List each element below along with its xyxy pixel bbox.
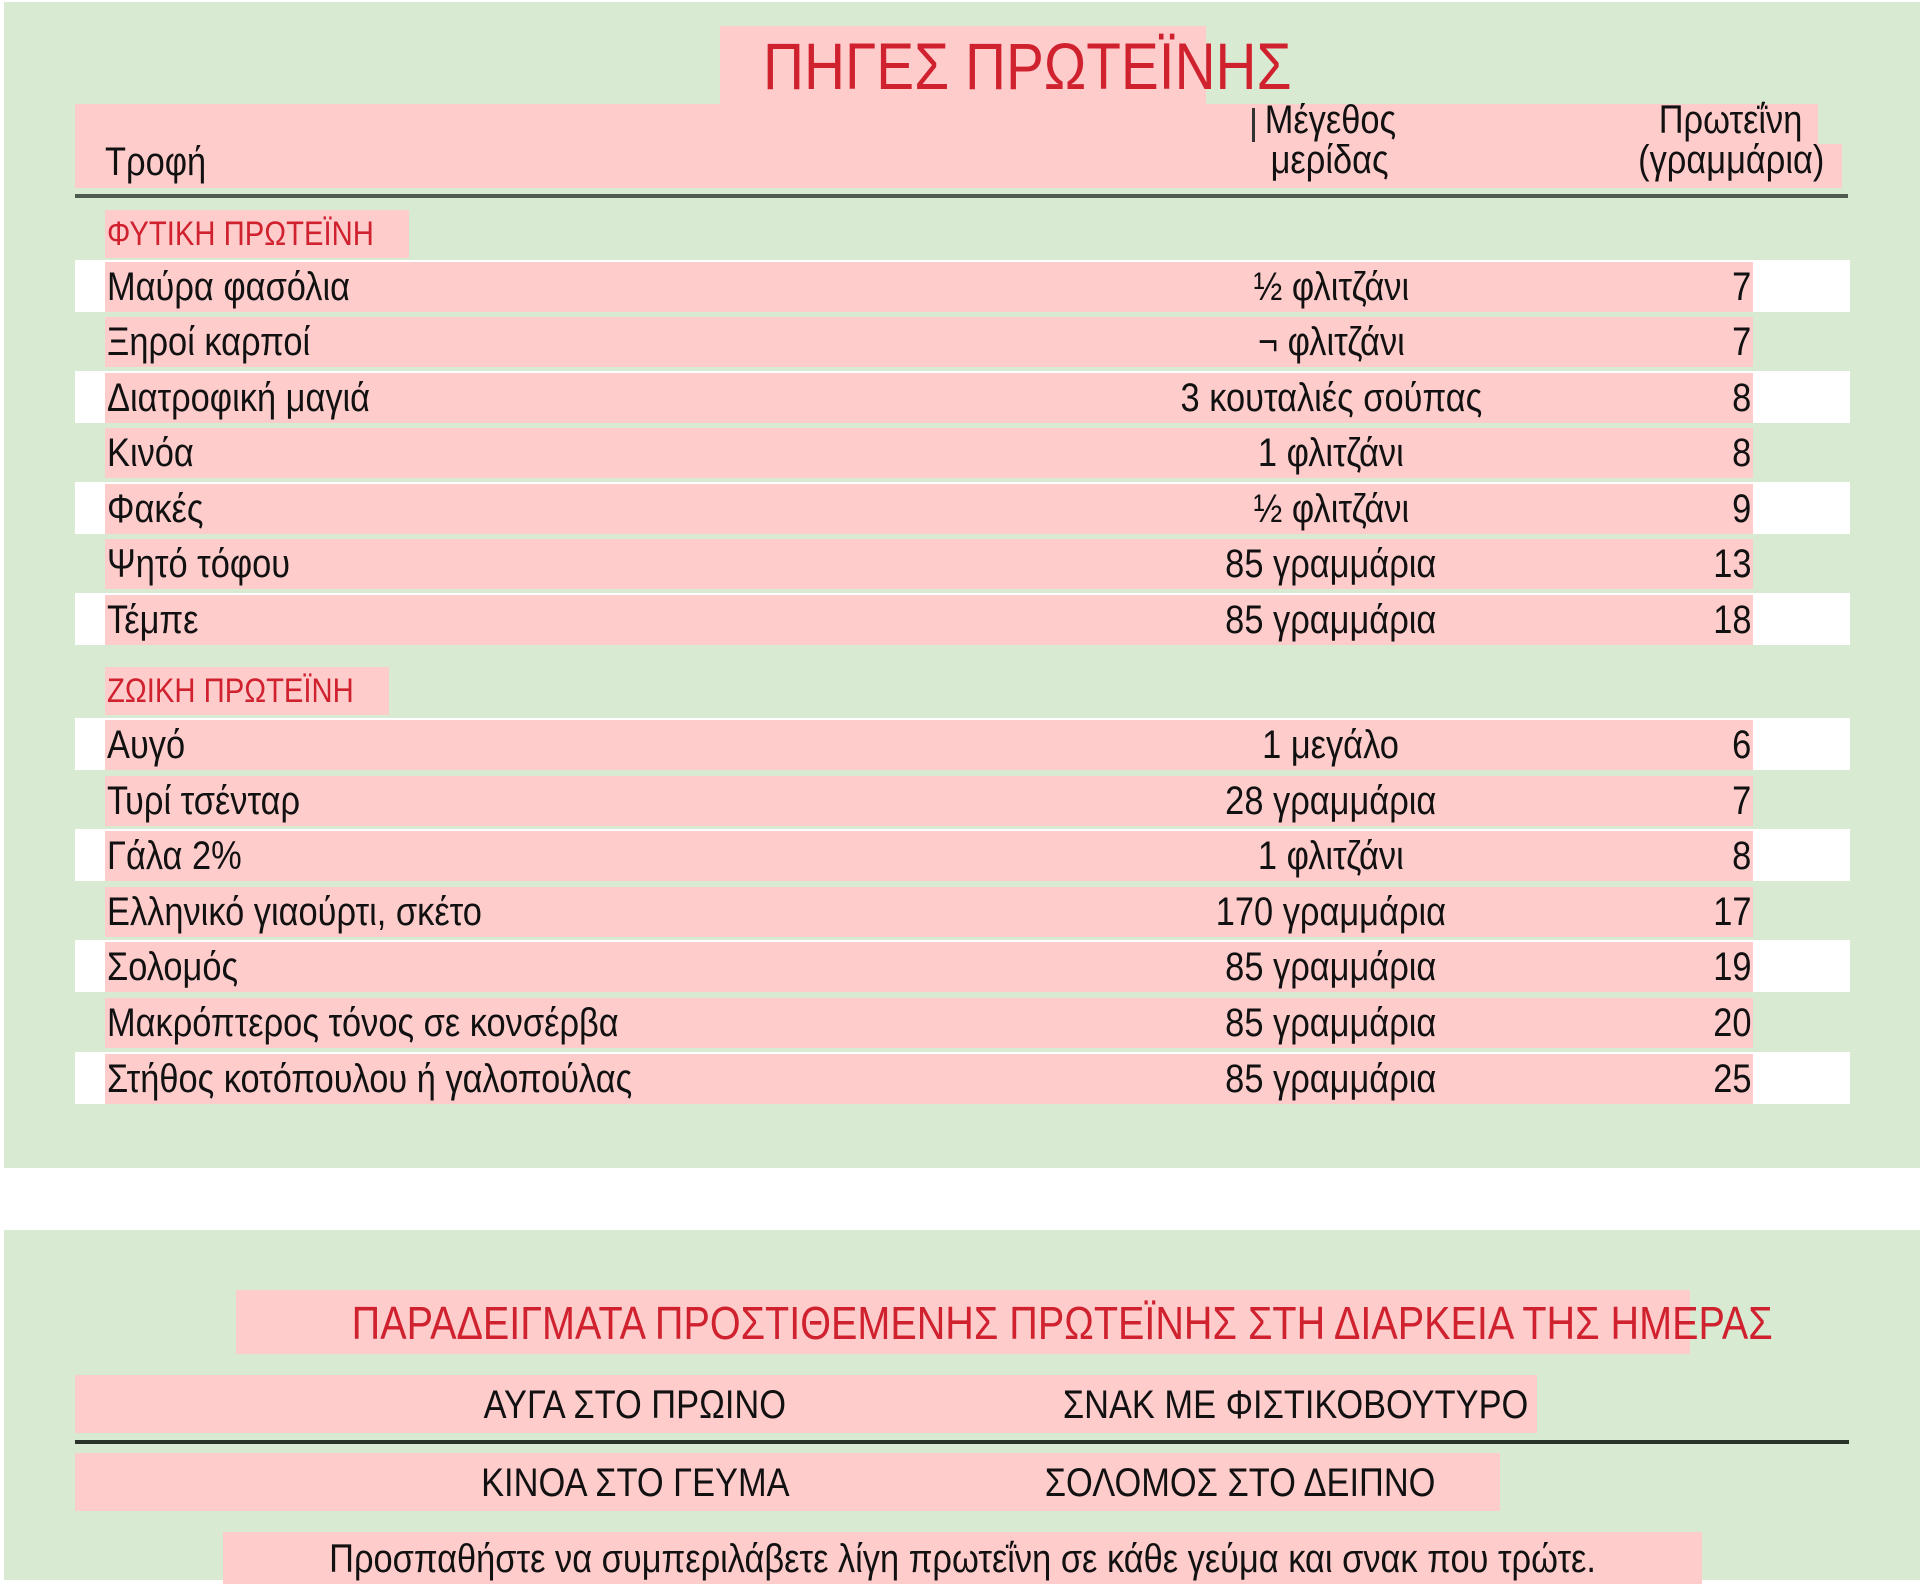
cell-protein: 6 [1731,723,1751,767]
column-header-protein [1620,100,1842,180]
section-label-text: ΦΥΤΙΚΗ ΠΡΩΤΕΪΝΗ [107,215,374,253]
table-row [75,774,1850,826]
cell-protein: 8 [1731,834,1751,878]
example-row [75,1453,1500,1511]
cell-food: Τυρί τσένταρ [107,779,301,823]
table-row [75,371,1850,423]
cell-serving-size: 85 γραμμάρια [1225,598,1437,642]
table-row [75,718,1850,770]
table-row [75,537,1850,589]
column-header-serving-size-line2: μερίδας [1271,138,1389,182]
cell-food: Τέμπε [107,598,199,642]
examples-divider [75,1440,1849,1444]
cell-food: Κινόα [107,431,194,475]
table-row [75,426,1850,478]
cell-protein: 19 [1712,945,1751,989]
column-header-protein-line2: (γραμμάρια) [1637,138,1825,182]
cell-serving-size: 85 γραμμάρια [1225,945,1437,989]
column-header-serving-size-line1: Μέγεθος [1264,98,1396,142]
page-title-text: ΠΗΓΕΣ ΠΡΩΤΕΪΝΗΣ [763,29,1292,103]
table-row [75,482,1850,534]
table-row [75,996,1850,1048]
section-label-plant-protein [105,210,409,258]
cell-serving-size: ¬ φλιτζάνι [1257,320,1405,364]
cell-food: Σολομός [107,945,239,989]
section-label-animal-protein [105,667,389,715]
page-title-block [720,26,1292,104]
cell-serving-size: ½ φλιτζάνι [1253,487,1409,531]
examples-heading [236,1290,1773,1354]
cell-food: Αυγό [107,723,186,767]
cell-food: Ξηροί καρποί [107,320,311,364]
table-header [75,104,1818,188]
examples-heading-text: ΠΑΡΑΔΕΙΓΜΑΤΑ ΠΡΟΣΤΙΘΕΜΕΝΗΣ ΠΡΩΤΕΪΝΗΣ ΣΤΗ ΔΙΑΡΚΕΙΑ ΤΗΣ ΗΜΕΡΑΣ [351,1297,1773,1349]
example-snack: ΣΝΑΚ ΜΕ ΦΙΣΤΙΚΟΒΟΥΤΥΡΟ [1062,1383,1529,1427]
cell-food: Φακές [107,487,204,531]
cell-food: Γάλα 2% [107,834,242,878]
cell-serving-size: 3 κουταλιές σούπας [1180,376,1482,420]
cell-food: Ελληνικό γιαούρτι, σκέτο [107,890,482,934]
cell-protein: 18 [1712,598,1751,642]
table-row [75,829,1850,881]
cell-food: Ψητό τόφου [107,542,291,586]
cell-protein: 9 [1731,487,1751,531]
table-row [75,593,1850,645]
cell-serving-size: 85 γραμμάρια [1225,1057,1437,1101]
cell-serving-size: 1 μεγάλο [1262,723,1400,767]
cell-serving-size: 1 φλιτζάνι [1258,431,1404,475]
cell-serving-size: 170 γραμμάρια [1215,890,1447,934]
example-lunch: ΚΙΝΟΑ ΣΤΟ ΓΕΥΜΑ [480,1461,790,1505]
column-header-food [105,138,223,186]
table-row [75,315,1850,367]
cell-protein: 8 [1731,376,1751,420]
example-breakfast: ΑΥΓΑ ΣΤΟ ΠΡΩΙΝΟ [483,1383,787,1427]
table-row [75,885,1850,937]
cell-food: Στήθος κοτόπουλου ή γαλοπούλας [107,1057,633,1101]
cell-protein: 8 [1731,431,1751,475]
cell-food: Μαύρα φασόλια [107,265,351,309]
section-label-text: ΖΩΙΚΗ ΠΡΩΤΕΪΝΗ [107,672,354,710]
example-dinner: ΣΟΛΟΜΟΣ ΣΤΟ ΔΕΙΠΝΟ [1044,1461,1436,1505]
cell-protein: 7 [1731,779,1751,823]
cell-food: Μακρόπτερος τόνος σε κονσέρβα [107,1001,619,1045]
header-divider [75,194,1848,198]
cell-protein: 20 [1712,1001,1751,1045]
column-header-protein-line1: Πρωτεΐνη [1659,98,1803,142]
footer-note [223,1532,1702,1584]
cell-protein: 25 [1712,1057,1751,1101]
example-row [75,1375,1537,1433]
text-cursor [1252,108,1255,142]
cell-serving-size: 85 γραμμάρια [1225,1001,1437,1045]
column-header-food-text: Τροφή [105,140,207,184]
cell-serving-size: ½ φλιτζάνι [1253,265,1409,309]
cell-serving-size: 85 γραμμάρια [1225,542,1437,586]
table-row [75,260,1850,312]
cell-serving-size: 1 φλιτζάνι [1258,834,1404,878]
cell-protein: 7 [1731,265,1751,309]
column-header-serving-size [1250,100,1410,180]
cell-protein: 13 [1712,542,1751,586]
page-title [720,29,1292,103]
table-row [75,1052,1850,1104]
table-row [75,940,1850,992]
cell-protein: 7 [1731,320,1751,364]
footer-note-text: Προσπαθήστε να συμπεριλάβετε λίγη πρωτεΐνη σε κάθε γεύμα και σνακ που τρώτε. [329,1537,1596,1581]
cell-protein: 17 [1712,890,1751,934]
cell-food: Διατροφική μαγιά [107,376,371,420]
cell-serving-size: 28 γραμμάρια [1225,779,1437,823]
